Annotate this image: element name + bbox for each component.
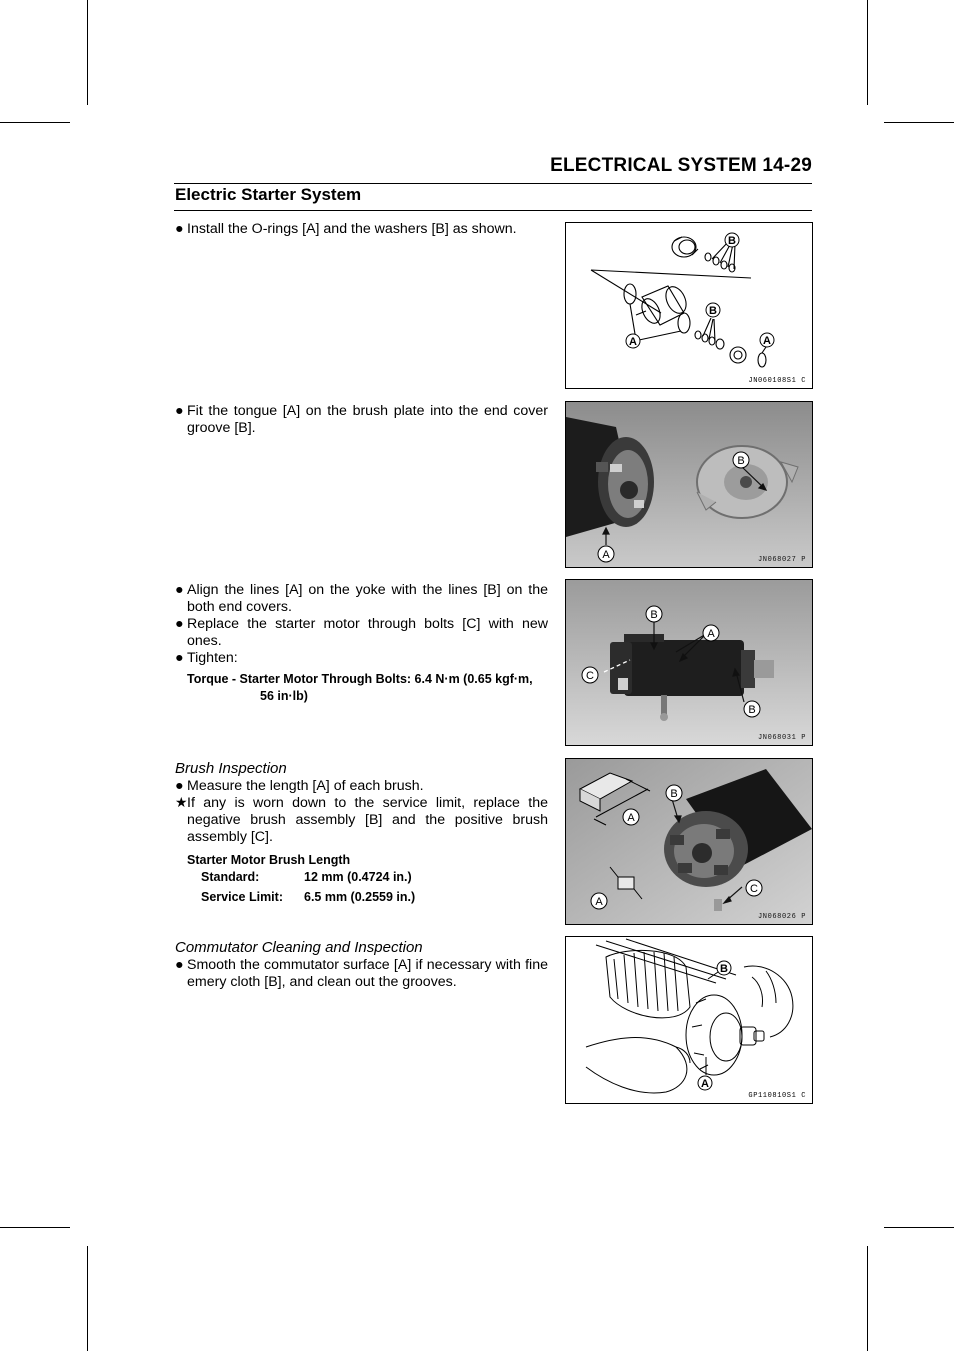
crop-mark xyxy=(0,1227,70,1228)
torque-spec: Torque - Starter Motor Through Bolts: 6.4 N·m (0.65 kgf·m, 56 in·lb) xyxy=(187,672,533,703)
crop-mark xyxy=(87,1246,88,1351)
figure-label: A xyxy=(595,896,603,908)
bullet-icon: ● xyxy=(175,957,184,973)
section-title: Electric Starter System xyxy=(175,185,362,204)
figure-code: GP110810S1 C xyxy=(748,1092,806,1100)
bullet-icon: ● xyxy=(175,616,184,632)
figure-label: A xyxy=(629,336,637,348)
figure-label: B xyxy=(670,788,678,800)
bullet-icon: ● xyxy=(175,650,184,666)
bullet-item: ● Install the O-rings [A] and the washers [B] as shown. xyxy=(175,221,517,237)
bullet-item: ● Replace the starter motor through bolts [C] with new ones. xyxy=(175,616,548,649)
section-rule xyxy=(174,210,812,211)
figure-brush-plate-photo xyxy=(565,401,813,568)
figure-label: B xyxy=(709,305,717,317)
star-icon: ★ xyxy=(175,795,188,811)
figure-commutator-cleaning xyxy=(565,936,813,1104)
figure-label: A xyxy=(701,1078,709,1090)
bullet-item: ● Tighten: xyxy=(175,650,238,666)
bullet-icon: ● xyxy=(175,582,184,598)
figure-orings-washers xyxy=(565,222,813,389)
figure-brush-measurement-photo xyxy=(565,758,813,925)
crop-mark xyxy=(0,122,70,123)
instruction-block-tongue xyxy=(175,403,548,437)
instruction-block-alignment xyxy=(175,582,548,705)
figure-label: A xyxy=(627,812,635,824)
spec-row-service-limit: Service Limit: 6.5 mm (0.2559 in.) xyxy=(201,890,416,904)
figure-label: A xyxy=(763,335,771,347)
subsection-title: Brush Inspection xyxy=(175,760,287,777)
bullet-icon: ● xyxy=(175,778,184,794)
bullet-icon: ● xyxy=(175,221,184,237)
spec-row-standard: Standard: 12 mm (0.4724 in.) xyxy=(201,870,412,884)
bullet-item: ● Smooth the commutator surface [A] if necessary with fine emery cloth [B], and clean out the grooves. xyxy=(175,957,548,990)
figure-label: C xyxy=(586,670,594,682)
crop-mark xyxy=(884,122,954,123)
header-rule xyxy=(174,183,812,184)
figure-code: JN068027 P xyxy=(757,556,806,564)
crop-mark xyxy=(884,1227,954,1228)
star-item: ★ If any is worn down to the service limit, replace the negative brush assembly [B] and the positive brush assembly [C]. xyxy=(175,795,548,845)
crop-mark xyxy=(867,1246,868,1351)
crop-mark xyxy=(87,0,88,105)
figure-label: C xyxy=(750,883,758,895)
subsection-title: Commutator Cleaning and Inspection xyxy=(175,939,423,956)
page-header-title: ELECTRICAL SYSTEM 14-29 xyxy=(550,155,812,176)
bullet-item: ● Measure the length [A] of each brush. xyxy=(175,778,424,794)
instruction-block-orings xyxy=(175,221,548,238)
figure-code: JN068026 P xyxy=(757,913,806,921)
figure-label: B xyxy=(720,963,728,975)
figure-code: JN060108S1 C xyxy=(748,377,806,385)
figure-label: A xyxy=(707,628,715,640)
bullet-item: ● Fit the tongue [A] on the brush plate into the end cover groove [B]. xyxy=(175,403,548,436)
figure-label: B xyxy=(728,235,736,247)
crop-mark xyxy=(867,0,868,105)
instruction-block-commutator xyxy=(175,939,548,991)
figure-assembled-motor-photo xyxy=(565,579,813,746)
figure-code: JN068031 P xyxy=(757,734,806,742)
figure-label: B xyxy=(748,704,756,716)
figure-label: B xyxy=(737,455,745,467)
figure-label: B xyxy=(650,609,658,621)
figure-label: A xyxy=(602,549,610,561)
bullet-item: ● Align the lines [A] on the yoke with the lines [B] on the both end covers. xyxy=(175,582,548,615)
instruction-block-brush-inspection xyxy=(175,760,548,906)
brush-length-spec: Starter Motor Brush Length Standard: 12 mm (0.4724 in.) Service Limit: 6.5 mm (0.2559 in.) xyxy=(175,852,548,906)
bullet-icon: ● xyxy=(175,403,184,419)
